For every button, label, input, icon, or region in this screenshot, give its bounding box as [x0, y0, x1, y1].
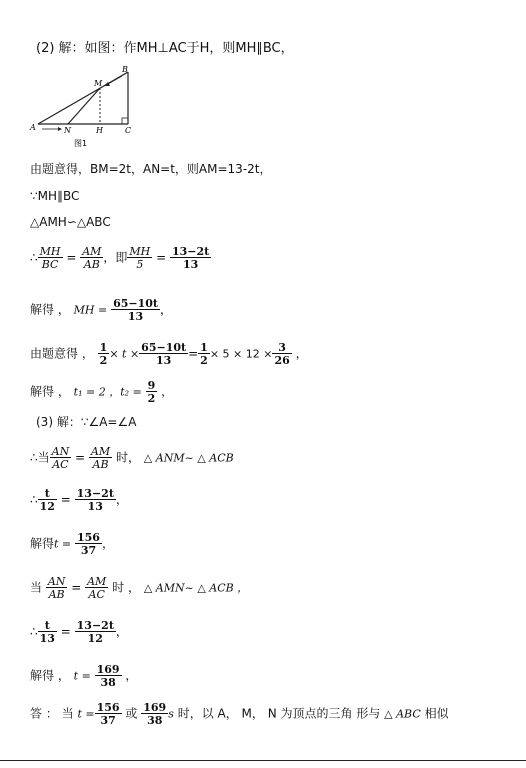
case1-prefix: ∴当	[30, 450, 50, 465]
frac-am-ab-2: $\frac{AM}{AB}$	[90, 445, 111, 471]
eq2-prefix: ∴	[30, 624, 38, 639]
case2-when: 时 ，	[112, 580, 140, 595]
similar-line: △AMH∽△ABC	[30, 215, 111, 229]
area-eq: =	[188, 346, 199, 361]
area-mid1: × t ×	[109, 347, 140, 361]
segment-mn	[68, 88, 100, 124]
figure-1	[28, 64, 138, 150]
roots-t1: t₁ = 2 ，t₂ =	[73, 385, 142, 399]
sol2-suffix: ，	[125, 668, 138, 683]
answer-tri: △ ABC	[384, 707, 421, 721]
sol1-line	[30, 532, 114, 556]
label-h: H	[96, 126, 103, 135]
roots-prefix: 解得 ，	[30, 384, 70, 399]
frac-mh-5: $\frac{MH}{5}$	[129, 245, 151, 271]
frac-mh-bc: $\frac{MH}{BC}$	[39, 245, 61, 271]
area-suffix: ，	[295, 346, 308, 361]
frac-t-12: $\frac{t}{12}$	[39, 487, 55, 513]
eq1-suffix: ，	[115, 492, 128, 507]
answer-or: 或	[125, 706, 138, 721]
answer-lhs: t =	[77, 707, 95, 721]
eq1-prefix: ∴	[30, 492, 38, 507]
frac-156-37-ans: $\frac{156}{37}$	[96, 701, 120, 727]
sol2-lhs: t =	[73, 669, 91, 683]
label-n: N	[64, 126, 71, 135]
frac-169-38: $\frac{169}{38}$	[96, 663, 120, 689]
roots-suffix: ，	[161, 384, 174, 399]
case2-sim: △ AMN~ △ ACB ，	[143, 581, 249, 595]
answer-tail: 时，以 A， M， N 为顶点的三角 形与	[177, 706, 381, 721]
case2-prefix: 当	[30, 580, 43, 595]
frac-half-1: $\frac{1}{2}$	[99, 341, 108, 367]
right-angle-mark	[122, 118, 128, 124]
sol2-line	[30, 664, 137, 688]
sol1-prefix: 解得	[30, 536, 55, 551]
bottom-rule	[0, 760, 526, 761]
part2-header: (2) 解：如图：作MH⊥AC于H，则MH∥BC，	[36, 41, 294, 56]
frac-half-2: $\frac{1}{2}$	[200, 341, 208, 367]
eq1-line: ∴ $\frac{t}{12}$ = $\frac{13-2t}{13}$ ，	[30, 487, 128, 513]
frac-65-10t-13b: $\frac{65-10t}{13}$	[141, 341, 187, 367]
case1-line: ∴当 $\frac{AN}{AC}$ = $\frac{AM}{AB}$ 时， △ ANM~ △ ACB	[30, 445, 234, 471]
sol2-prefix: 解得 ，	[30, 668, 70, 683]
area-mid2: × 5 × 12 ×	[209, 347, 273, 361]
frac-13-2t-13: $\frac{13-2t}{13}$	[171, 245, 210, 271]
eq2-suffix: ，	[115, 624, 128, 639]
label-c: C	[125, 126, 132, 135]
frac-an-ab: $\frac{AN}{AB}$	[47, 575, 66, 601]
frac-13-2t-12: $\frac{13-2t}{12}$	[76, 619, 114, 645]
answer-end: 相似	[424, 706, 449, 721]
label-m: M	[94, 79, 103, 88]
frac-169-38-ans: $\frac{169}{38}$	[143, 701, 167, 727]
frac-am-ab: $\frac{AM}{AB}$	[82, 245, 102, 271]
label-a: A	[30, 123, 36, 132]
ratio-prefix: ∴	[30, 250, 38, 265]
frac-3-26: $\frac{3}{26}$	[274, 341, 290, 367]
frac-an-ac: $\frac{AN}{AC}$	[51, 445, 70, 471]
solve-mh-lhs: MH =	[73, 303, 108, 317]
given-line: 由题意得，BM=2t，AN=t，则AM=13-2t，	[30, 162, 272, 176]
part3-header: (3) 解：∵∠A=∠A	[36, 415, 137, 429]
sol1-suffix: ，	[101, 536, 114, 551]
roots-line	[30, 380, 173, 404]
figure-caption: 图1	[74, 139, 88, 148]
arrow-an-head	[58, 127, 62, 131]
eq2-line: ∴ $\frac{t}{13}$ = $\frac{13-2t}{12}$ ，	[30, 619, 128, 645]
solve-mh-line	[30, 298, 172, 322]
frac-am-ac: $\frac{AM}{AC}$	[87, 575, 107, 601]
answer-unit: s	[168, 707, 174, 721]
case2-line: 当 $\frac{AN}{AB}$ = $\frac{AM}{AC}$ 时 ， △ AMN~ △ ACB ，	[30, 575, 249, 601]
area-prefix: 由题意得 ，	[30, 346, 94, 361]
answer-line	[30, 702, 449, 726]
frac-t-13: $\frac{t}{13}$	[39, 619, 55, 645]
parallel-line: ∵MH∥BC	[30, 189, 80, 203]
solve-mh-prefix: 解得 ，	[30, 302, 70, 317]
segment-ab	[38, 72, 128, 124]
case1-sim: △ ANM~ △ ACB	[143, 451, 234, 465]
area-line	[30, 342, 308, 366]
ratio-ji: ，即	[103, 250, 128, 265]
solve-mh-suffix: ，	[159, 302, 172, 317]
frac-65-10t-13: $\frac{65-10t}{13}$	[113, 297, 158, 323]
label-b: B	[122, 65, 128, 74]
frac-9-2: $\frac{9}{2}$	[147, 379, 156, 405]
answer-prefix: 答 ： 当	[30, 706, 74, 721]
sol1-lhs: t =	[54, 537, 72, 551]
arrow-bm	[108, 76, 122, 84]
frac-156-37: $\frac{156}{37}$	[76, 531, 100, 557]
ratio-line: ∴ $\frac{MH}{BC}$ = $\frac{AM}{AB}$ ，即 $\frac{MH}{5}$ = $\frac{13-2t}{13}$	[30, 245, 210, 271]
frac-13-2t-13-b: $\frac{13-2t}{13}$	[76, 487, 114, 513]
case1-when: 时，	[115, 450, 140, 465]
